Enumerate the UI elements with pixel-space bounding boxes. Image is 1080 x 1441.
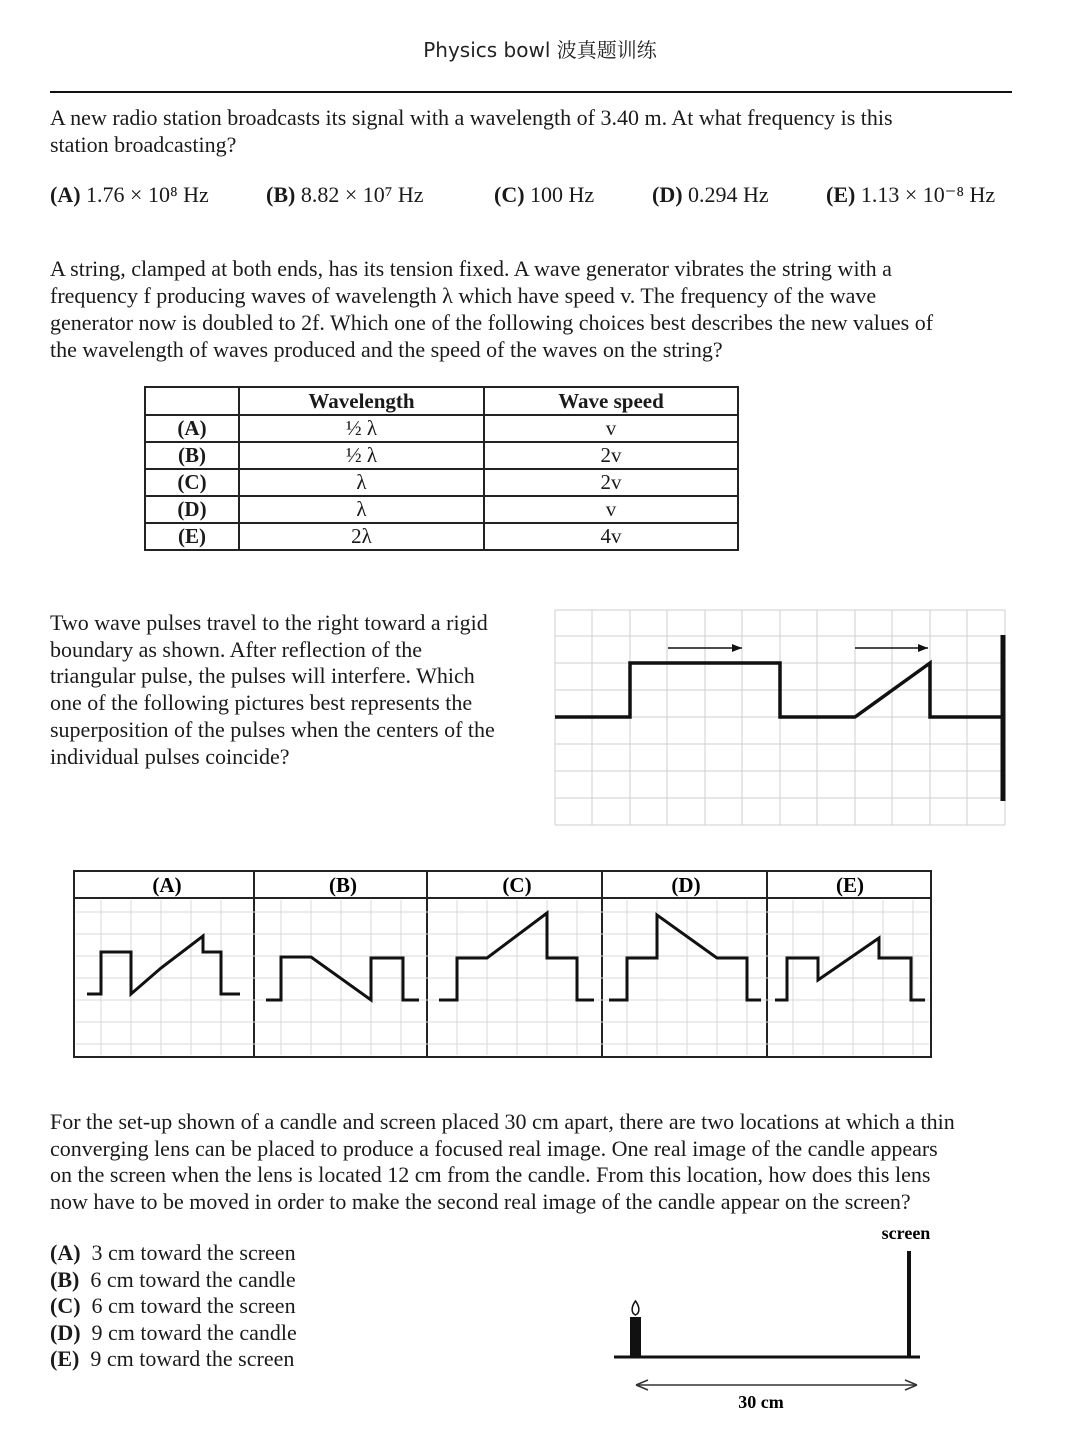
q2-line: frequency f producing waves of wavelength λ which have speed v. The frequency of the wave <box>50 283 877 308</box>
q3-line: one of the following pictures best represents the <box>50 690 473 716</box>
flame-icon <box>632 1301 639 1315</box>
q2-line: A string, clamped at both ends, has its tension fixed. A wave generator vibrates the string with a <box>50 256 892 281</box>
option-e-label: (E) <box>836 873 864 897</box>
q4-line: For the set-up shown of a candle and screen placed 30 cm apart, there are two locations at which a thin <box>50 1109 955 1134</box>
q1-line: A new radio station broadcasts its signal with a wavelength of 3.40 m. At what frequency is this <box>50 105 893 130</box>
q1-line: station broadcasting? <box>50 132 237 157</box>
q2-line: the wavelength of waves produced and the speed of the waves on the string? <box>50 337 723 362</box>
q1-choice-d: (D) 0.294 Hz <box>652 182 769 207</box>
table-cell-speed: 2v <box>484 469 738 496</box>
table-cell-label: (D) <box>145 496 239 523</box>
table-header-wave-speed: Wave speed <box>484 387 738 415</box>
table-header-row <box>145 387 738 415</box>
q4-choices <box>50 1240 297 1373</box>
table-cell-label: (E) <box>145 523 239 550</box>
option-d-waveform <box>609 915 761 1000</box>
option-e-waveform <box>775 938 925 1000</box>
q1-choice-c: (C) 100 Hz <box>494 182 595 207</box>
q3-line: Two wave pulses travel to the right toward a rigid <box>50 610 488 635</box>
table-row <box>145 523 738 550</box>
option-a-label: (A) <box>152 873 182 897</box>
q1-choice-b: (B) 8.82 × 10⁷ Hz <box>266 182 424 207</box>
page-header: Physics bowl 波真题训练 <box>423 38 657 62</box>
q2-text <box>50 255 1050 363</box>
candle-screen-diagram <box>610 1215 940 1415</box>
distance-label: 30 cm <box>738 1392 784 1412</box>
q4-line: on the screen when the lens is located 12 cm from the candle. From this location, how does this lens <box>50 1162 931 1188</box>
table-cell-label: (B) <box>145 442 239 469</box>
screen-label: screen <box>881 1223 931 1243</box>
q4-choice-d: (D) 9 cm toward the candle <box>50 1319 297 1345</box>
q3-text <box>50 610 540 770</box>
table-cell-wavelength: ½ λ <box>239 442 484 469</box>
q4-choice-e: (E) 9 cm toward the screen <box>50 1346 295 1371</box>
table-row <box>145 469 738 496</box>
table-cell-speed: v <box>484 415 738 442</box>
table-row <box>145 415 738 442</box>
table-cell-label: (C) <box>145 469 239 496</box>
option-a-waveform <box>87 936 240 994</box>
table-header-cell <box>145 387 239 415</box>
table-row <box>145 442 738 469</box>
table-row <box>145 496 738 523</box>
table-cell-speed: 4v <box>484 523 738 550</box>
header-rule <box>50 91 1012 93</box>
option-c-label: (C) <box>502 873 532 897</box>
candle-icon <box>630 1317 641 1357</box>
superposition-options <box>73 870 933 1060</box>
pulse-diagram <box>550 605 1010 830</box>
table-cell-wavelength: ½ λ <box>239 415 484 442</box>
q4-choice-b: (B) 6 cm toward the candle <box>50 1266 296 1292</box>
options-grid <box>76 900 929 1055</box>
table-cell-wavelength: λ <box>239 469 484 496</box>
q4-choice-a: (A) 3 cm toward the screen <box>50 1240 296 1265</box>
table-cell-speed: 2v <box>484 442 738 469</box>
table-cell-wavelength: 2λ <box>239 523 484 550</box>
option-d-label: (D) <box>671 873 701 897</box>
q4-line: now have to be moved in order to make the second real image of the candle appear on the screen? <box>50 1189 911 1215</box>
q1-choice-e: (E) 1.13 × 10⁻⁸ Hz <box>826 182 996 207</box>
q3-line: triangular pulse, the pulses will interfere. Which <box>50 663 475 689</box>
q4-choice-c: (C) 6 cm toward the screen <box>50 1293 296 1318</box>
table-header-wavelength: Wavelength <box>239 387 484 415</box>
q1-text <box>50 104 1040 158</box>
q3-line: individual pulses coincide? <box>50 743 290 769</box>
q4-line: converging lens can be placed to produce a focused real image. One real image of the candle appears <box>50 1135 938 1161</box>
wavelength-speed-table <box>144 386 739 551</box>
q3-line: boundary as shown. After reflection of the <box>50 636 423 662</box>
option-b-label: (B) <box>329 873 357 897</box>
table-cell-label: (A) <box>145 415 239 442</box>
q4-text <box>50 1109 1050 1216</box>
q3-line: superposition of the pulses when the centers of the <box>50 716 495 742</box>
q2-line: generator now is doubled to 2f. Which one of the following choices best describes the new values of <box>50 310 934 335</box>
table-cell-speed: v <box>484 496 738 523</box>
distance-arrow <box>636 1380 917 1390</box>
q1-choice-a: (A) 1.76 × 10⁸ Hz <box>50 182 209 207</box>
table-cell-wavelength: λ <box>239 496 484 523</box>
